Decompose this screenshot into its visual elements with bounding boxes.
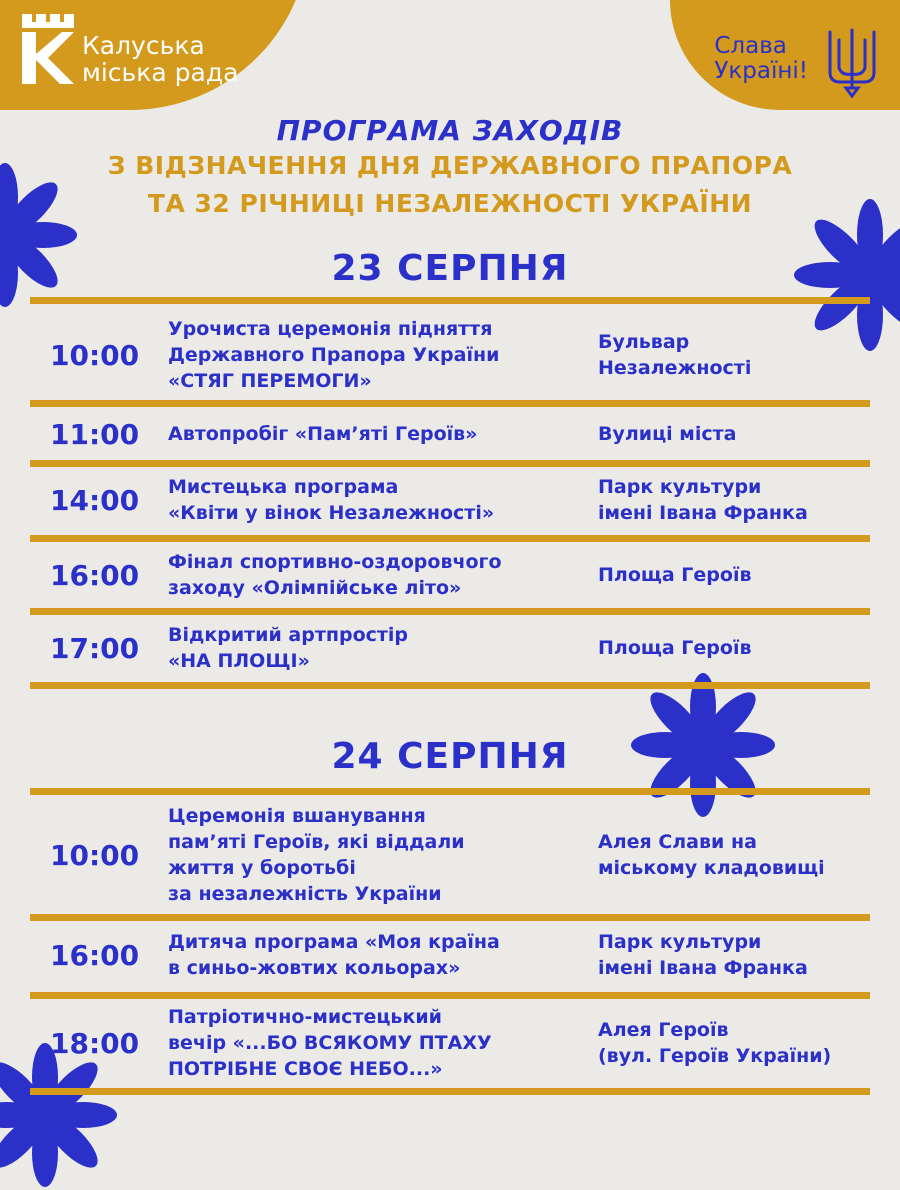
event-place-line: Незалежності <box>598 357 752 379</box>
event-place-line: Площа Героїв <box>598 637 752 659</box>
divider <box>30 535 870 542</box>
slava-ukraini-text <box>714 34 808 84</box>
event-title <box>168 549 598 601</box>
event-time: 10:00 <box>50 838 140 872</box>
event-title <box>168 929 598 981</box>
schedule-row <box>30 1002 870 1084</box>
event-title-line: Церемонія вшанування <box>168 805 426 827</box>
event-place <box>598 635 870 661</box>
event-place <box>598 421 870 447</box>
event-place-line: міському кладовищі <box>598 857 825 879</box>
day-heading-24: 24 СЕРПНЯ <box>331 736 569 777</box>
schedule-row <box>30 798 870 912</box>
event-place-line: Парк культури <box>598 476 762 498</box>
event-place <box>598 474 870 526</box>
event-title-line: Фінал спортивно-оздоровчого <box>168 551 502 573</box>
schedule-row <box>30 310 870 400</box>
event-title <box>168 474 598 526</box>
event-title-line: «Квіти у вінок Незалежності» <box>168 502 495 524</box>
event-title-line: «СТЯГ ПЕРЕМОГИ» <box>168 370 372 392</box>
divider <box>30 400 870 407</box>
schedule-row <box>30 620 870 676</box>
schedule-row <box>30 926 870 984</box>
city-council-logo-icon <box>22 14 74 86</box>
event-place <box>598 329 870 381</box>
event-time: 14:00 <box>50 483 140 517</box>
slava-line-1: Слава <box>714 33 787 59</box>
event-title-line: життя у боротьбі <box>168 857 356 879</box>
program-subtitle-1: З ВІДЗНАЧЕННЯ ДНЯ ДЕРЖАВНОГО ПРАПОРА <box>107 151 793 180</box>
slava-line-2: Україні! <box>714 58 808 84</box>
event-time: 16:00 <box>50 558 140 592</box>
event-place <box>598 929 870 981</box>
event-time: 17:00 <box>50 631 140 665</box>
event-place-line: Парк культури <box>598 931 762 953</box>
divider <box>30 682 870 689</box>
event-time: 16:00 <box>50 938 140 972</box>
city-council-name <box>82 32 238 86</box>
divider <box>30 992 870 999</box>
event-title-line: Автопробіг «Пам’яті Героїв» <box>168 423 478 445</box>
event-title-line: Відкритий артпростір <box>168 624 409 646</box>
event-title <box>168 622 598 674</box>
event-title-line: пам’яті Героїв, які віддали <box>168 831 465 853</box>
day-heading-23: 23 СЕРПНЯ <box>331 248 569 289</box>
event-title-line: Урочиста церемонія підняття <box>168 318 493 340</box>
event-title <box>168 316 598 394</box>
event-title <box>168 1004 598 1082</box>
event-title <box>168 803 598 907</box>
event-place-line: Площа Героїв <box>598 564 752 586</box>
event-place-line: (вул. Героїв України) <box>598 1045 832 1067</box>
schedule-row <box>30 472 870 528</box>
event-place-line: імені Івана Франка <box>598 502 808 524</box>
event-place-line: Бульвар <box>598 331 690 353</box>
event-place <box>598 1017 870 1069</box>
event-title-line: за незалежність України <box>168 883 442 905</box>
event-place-line: Алея Слави на <box>598 831 757 853</box>
logo-line-2: міська рада <box>82 58 239 87</box>
title-block <box>0 115 900 223</box>
event-title-line: «НА ПЛОЩІ» <box>168 650 310 672</box>
divider <box>30 914 870 921</box>
program-title: ПРОГРАМА ЗАХОДІВ <box>276 114 624 147</box>
program-subtitle-2: ТА 32 РІЧНИЦІ НЕЗАЛЕЖНОСТІ УКРАЇНИ <box>147 189 753 218</box>
event-title-line: Дитяча програма «Моя країна <box>168 931 500 953</box>
event-time: 18:00 <box>50 1026 140 1060</box>
event-place <box>598 562 870 588</box>
event-title-line: ПОТРІБНЕ СВОЄ НЕБО...» <box>168 1058 443 1080</box>
event-place-line: імені Івана Франка <box>598 957 808 979</box>
divider <box>30 297 870 304</box>
divider <box>30 1088 870 1095</box>
schedule-row <box>30 411 870 457</box>
logo-line-1: Калуська <box>82 31 205 60</box>
event-place-line: Алея Героїв <box>598 1019 729 1041</box>
event-title-line: в синьо-жовтих кольорах» <box>168 957 461 979</box>
event-title-line: вечір «...БО ВСЯКОМУ ПТАХУ <box>168 1032 492 1054</box>
event-title-line: Патріотично-мистецький <box>168 1006 442 1028</box>
event-time: 10:00 <box>50 338 140 372</box>
event-title-line: Державного Прапора України <box>168 344 500 366</box>
divider <box>30 788 870 795</box>
event-title-line: заходу «Олімпійське літо» <box>168 577 462 599</box>
event-place <box>598 829 870 881</box>
event-title <box>168 421 598 447</box>
event-time: 11:00 <box>50 417 140 451</box>
event-place-line: Вулиці міста <box>598 423 737 445</box>
event-title-line: Мистецька програма <box>168 476 399 498</box>
schedule-row <box>30 546 870 604</box>
divider <box>30 460 870 467</box>
trident-icon <box>826 26 878 100</box>
divider <box>30 608 870 615</box>
